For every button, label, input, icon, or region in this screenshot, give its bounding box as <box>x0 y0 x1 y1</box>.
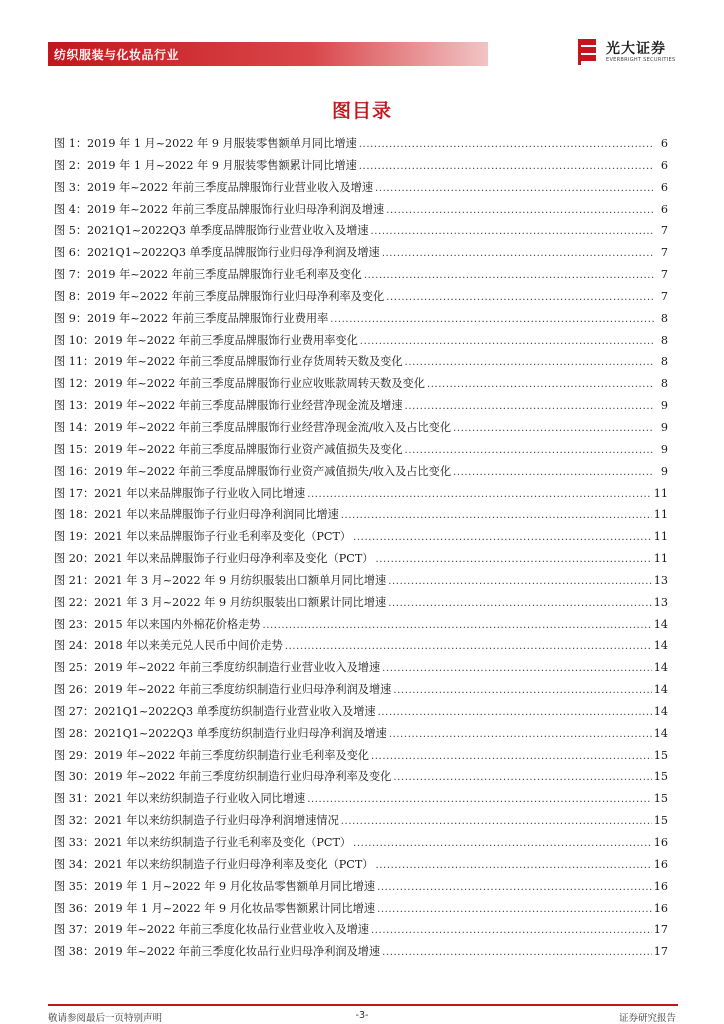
toc-entry-page: 15 <box>653 792 668 806</box>
toc-dot-leader <box>376 855 652 876</box>
toc-entry-label: 图 6：2021Q1~2022Q3 单季度品牌服饰行业归母净利润及增速 <box>54 246 380 260</box>
toc-entry-page: 9 <box>660 464 668 478</box>
toc-entry-page: 7 <box>660 268 668 282</box>
toc-entry[interactable] <box>54 745 668 767</box>
toc-entry[interactable] <box>54 854 668 876</box>
toc-entry-page: 16 <box>653 901 668 915</box>
toc-entry-page: 16 <box>653 879 668 893</box>
toc-entry-label: 图 33：2021 年以来纺织制造子行业毛利率及变化（PCT） <box>54 836 352 849</box>
toc-entry-page: 7 <box>660 246 668 260</box>
toc-entry[interactable] <box>54 657 668 679</box>
toc-dot-leader <box>371 221 654 242</box>
toc-entry-label: 图 17：2021 年以来品牌服饰子行业收入同比增速 <box>54 486 306 500</box>
toc-entry-label: 图 8：2019 年~2022 年前三季度品牌服饰行业归母净利率及变化 <box>54 289 385 303</box>
toc-dot-leader <box>393 680 651 701</box>
toc-entry-page: 6 <box>660 137 668 150</box>
toc-entry[interactable] <box>54 919 668 941</box>
toc-entry-label: 图 19：2021 年以来品牌服饰子行业毛利率及变化（PCT） <box>54 530 352 544</box>
toc-entry-page: 9 <box>660 420 668 434</box>
toc-entry-label: 图 35：2019 年 1 月~2022 年 9 月化妆品零售额单月同比增速 <box>54 879 376 893</box>
toc-dot-leader <box>382 658 652 679</box>
toc-entry[interactable] <box>54 570 668 592</box>
toc-dot-leader <box>453 418 654 439</box>
footer-disclaimer: 敬请参阅最后一页特别声明 <box>48 1013 163 1024</box>
footer-divider <box>48 1004 678 1006</box>
toc-entry[interactable] <box>54 242 668 264</box>
toc-dot-leader <box>388 571 652 592</box>
toc-entry[interactable] <box>54 701 668 723</box>
toc-entry-page: 8 <box>660 333 668 347</box>
toc-entry[interactable] <box>54 199 668 221</box>
toc-entry-page: 11 <box>653 508 668 522</box>
toc-entry-label: 图 4：2019 年~2022 年前三季度品牌服饰行业归母净利润及增速 <box>54 202 385 216</box>
logo-chinese-name: 光大证券 <box>606 41 666 57</box>
toc-entry-page: 11 <box>653 486 668 500</box>
toc-dot-leader <box>453 462 654 483</box>
toc-entry-page: 7 <box>660 224 668 238</box>
toc-dot-leader <box>382 243 654 264</box>
toc-entry[interactable] <box>54 876 668 898</box>
page-title: 图目录 <box>331 100 392 122</box>
toc-dot-leader <box>405 440 654 461</box>
toc-entry-label: 图 11：2019 年~2022 年前三季度品牌服饰行业存货周转天数及变化 <box>54 355 403 369</box>
toc-entry-page: 16 <box>653 836 668 849</box>
logo-english-name: EVERBRIGHT SECURITIES <box>606 57 676 63</box>
toc-entry-page: 6 <box>660 202 668 216</box>
toc-dot-leader <box>262 615 651 636</box>
toc-entry[interactable] <box>54 592 668 614</box>
toc-dot-leader <box>405 352 654 373</box>
toc-dot-leader <box>389 724 652 745</box>
toc-entry[interactable] <box>54 220 668 242</box>
toc-entry-page: 13 <box>653 595 668 609</box>
toc-entry-label: 图 20：2021 年以来品牌服饰子行业归母净利率及变化（PCT） <box>54 552 374 566</box>
toc-dot-leader <box>330 309 654 330</box>
toc-entry[interactable] <box>54 155 668 177</box>
toc-entry[interactable] <box>54 679 668 701</box>
toc-entry-page: 16 <box>653 857 668 871</box>
footer-page-number: -3- <box>355 1010 369 1021</box>
toc-entry[interactable] <box>54 133 668 155</box>
toc-entry[interactable] <box>54 308 668 330</box>
toc-dot-leader <box>341 505 652 526</box>
toc-entry-label: 图 25：2019 年~2022 年前三季度纺织制造行业营业收入及增速 <box>54 661 381 675</box>
header-bar <box>48 42 488 66</box>
toc-entry-page: 9 <box>660 399 668 413</box>
toc-entry-label: 图 24：2018 年以来美元兑人民币中间价走势 <box>54 639 283 653</box>
toc-entry-label: 图 16：2019 年~2022 年前三季度品牌服饰行业资产减值损失/收入及占比变化 <box>54 464 452 478</box>
toc-entry[interactable] <box>54 941 668 963</box>
toc-entry[interactable] <box>54 548 668 570</box>
toc-entry-page: 11 <box>653 530 668 544</box>
toc-entry-label: 图 32：2021 年以来纺织制造子行业归母净利润增速情况 <box>54 814 339 828</box>
toc-dot-leader <box>405 396 654 417</box>
company-logo <box>578 38 678 68</box>
toc-dot-leader <box>378 702 652 723</box>
toc-dot-leader <box>382 942 652 963</box>
toc-entry[interactable] <box>54 810 668 832</box>
toc-entry-page: 14 <box>653 704 668 718</box>
toc-entry-label: 图 1：2019 年 1 月~2022 年 9 月服装零售额单月同比增速 <box>54 137 357 150</box>
toc-entry[interactable] <box>54 723 668 745</box>
toc-entry-label: 图 10：2019 年~2022 年前三季度品牌服饰行业费用率变化 <box>54 333 358 347</box>
toc-entry[interactable] <box>54 614 668 636</box>
toc-entry-label: 图 34：2021 年以来纺织制造子行业归母净利率及变化（PCT） <box>54 857 374 871</box>
toc-entry[interactable] <box>54 439 668 461</box>
toc-dot-leader <box>360 331 654 352</box>
toc-dot-leader <box>386 200 654 221</box>
toc-entry-page: 14 <box>653 726 668 740</box>
toc-entry[interactable] <box>54 483 668 505</box>
toc-entry-label: 图 13：2019 年~2022 年前三季度品牌服饰行业经营净现金流及增速 <box>54 399 403 413</box>
toc-entry-page: 6 <box>660 180 668 194</box>
toc-dot-leader <box>307 789 652 810</box>
toc-entry-label: 图 36：2019 年 1 月~2022 年 9 月化妆品零售额累计同比增速 <box>54 901 376 915</box>
toc-dot-leader <box>371 920 652 941</box>
toc-entry[interactable] <box>54 526 668 548</box>
toc-entry-page: 13 <box>653 573 668 587</box>
toc-dot-leader <box>393 767 651 788</box>
toc-entry-page: 14 <box>653 683 668 697</box>
toc-entry-page: 11 <box>653 552 668 566</box>
toc-dot-leader <box>341 811 652 832</box>
toc-dot-leader <box>376 549 652 570</box>
toc-entry-label: 图 30：2019 年~2022 年前三季度纺织制造行业归母净利率及变化 <box>54 770 392 784</box>
toc-entry-label: 图 3：2019 年~2022 年前三季度品牌服饰行业营业收入及增速 <box>54 180 374 194</box>
toc-entry-page: 15 <box>653 814 668 828</box>
toc-entry-label: 图 9：2019 年~2022 年前三季度品牌服饰行业费用率 <box>54 311 329 325</box>
toc-entry[interactable] <box>54 330 668 352</box>
toc-entry-label: 图 5：2021Q1~2022Q3 单季度品牌服饰行业营业收入及增速 <box>54 224 369 238</box>
toc-entry-label: 图 38：2019 年~2022 年前三季度化妆品行业归母净利润及增速 <box>54 945 381 959</box>
toc-dot-leader <box>371 746 652 767</box>
toc-entry-label: 图 29：2019 年~2022 年前三季度纺织制造行业毛利率及变化 <box>54 748 369 762</box>
header-section-title: 纺织服装与化妆品行业 <box>54 48 180 62</box>
toc-entry-label: 图 27：2021Q1~2022Q3 单季度纺织制造行业营业收入及增速 <box>54 704 376 718</box>
toc-entry-label: 图 37：2019 年~2022 年前三季度化妆品行业营业收入及增速 <box>54 923 369 937</box>
toc-entry-page: 6 <box>660 158 668 172</box>
toc-entry-page: 8 <box>660 377 668 391</box>
toc-entry[interactable] <box>54 504 668 526</box>
toc-entry[interactable] <box>54 395 668 417</box>
toc-dot-leader <box>353 833 652 854</box>
toc-dot-leader <box>353 527 652 548</box>
toc-dot-leader <box>359 134 654 155</box>
toc-entry-page: 8 <box>660 311 668 325</box>
toc-entry-label: 图 22：2021 年 3 月~2022 年 9 月纺织服装出口额累计同比增速 <box>54 595 387 609</box>
toc-entry[interactable] <box>54 264 668 286</box>
toc-entry-page: 17 <box>653 923 668 937</box>
toc-entry[interactable] <box>54 898 668 920</box>
toc-entry[interactable] <box>54 788 668 810</box>
toc-dot-leader <box>375 178 654 199</box>
toc-dot-leader <box>377 899 652 920</box>
toc-entry-label: 图 21：2021 年 3 月~2022 年 9 月纺织服装出口额单月同比增速 <box>54 573 387 587</box>
toc-entry-page: 7 <box>660 289 668 303</box>
toc-entry[interactable] <box>54 461 668 483</box>
footer-report-type: 证券研究报告 <box>618 1013 676 1024</box>
toc-entry-page: 8 <box>660 355 668 369</box>
toc-entry-page: 9 <box>660 442 668 456</box>
toc-entry[interactable] <box>54 351 668 373</box>
toc-entry-label: 图 15：2019 年~2022 年前三季度品牌服饰行业资产减值损失及变化 <box>54 442 403 456</box>
toc-dot-leader <box>359 156 654 177</box>
toc-entry[interactable] <box>54 177 668 199</box>
toc-entry-page: 15 <box>653 748 668 762</box>
figure-toc-list <box>54 133 668 963</box>
toc-entry[interactable] <box>54 373 668 395</box>
toc-entry-page: 15 <box>653 770 668 784</box>
toc-entry-label: 图 12：2019 年~2022 年前三季度品牌服饰行业应收账款周转天数及变化 <box>54 377 425 391</box>
toc-dot-leader <box>285 636 652 657</box>
toc-entry-page: 17 <box>653 945 668 959</box>
toc-entry[interactable] <box>54 832 668 854</box>
toc-dot-leader <box>307 484 652 505</box>
toc-entry-label: 图 26：2019 年~2022 年前三季度纺织制造行业归母净利润及增速 <box>54 683 392 697</box>
toc-entry-page: 14 <box>653 639 668 653</box>
toc-dot-leader <box>364 265 654 286</box>
toc-dot-leader <box>377 877 652 898</box>
toc-entry[interactable] <box>54 766 668 788</box>
toc-entry-label: 图 28：2021Q1~2022Q3 单季度纺织制造行业归母净利润及增速 <box>54 726 387 740</box>
toc-entry-label: 图 18：2021 年以来品牌服饰子行业归母净利润同比增速 <box>54 508 339 522</box>
logo-mark-icon <box>578 38 600 66</box>
toc-entry-page: 14 <box>653 661 668 675</box>
toc-entry-label: 图 14：2019 年~2022 年前三季度品牌服饰行业经营净现金流/收入及占比变化 <box>54 420 452 434</box>
toc-entry-label: 图 31：2021 年以来纺织制造子行业收入同比增速 <box>54 792 306 806</box>
toc-entry-label: 图 2：2019 年 1 月~2022 年 9 月服装零售额累计同比增速 <box>54 158 357 172</box>
toc-entry-page: 14 <box>653 617 668 631</box>
toc-dot-leader <box>386 287 654 308</box>
toc-dot-leader <box>388 593 652 614</box>
toc-entry[interactable] <box>54 417 668 439</box>
toc-entry[interactable] <box>54 635 668 657</box>
toc-entry-label: 图 7：2019 年~2022 年前三季度品牌服饰行业毛利率及变化 <box>54 268 362 282</box>
toc-entry-label: 图 23：2015 年以来国内外棉花价格走势 <box>54 617 261 631</box>
toc-dot-leader <box>427 374 654 395</box>
toc-entry[interactable] <box>54 286 668 308</box>
